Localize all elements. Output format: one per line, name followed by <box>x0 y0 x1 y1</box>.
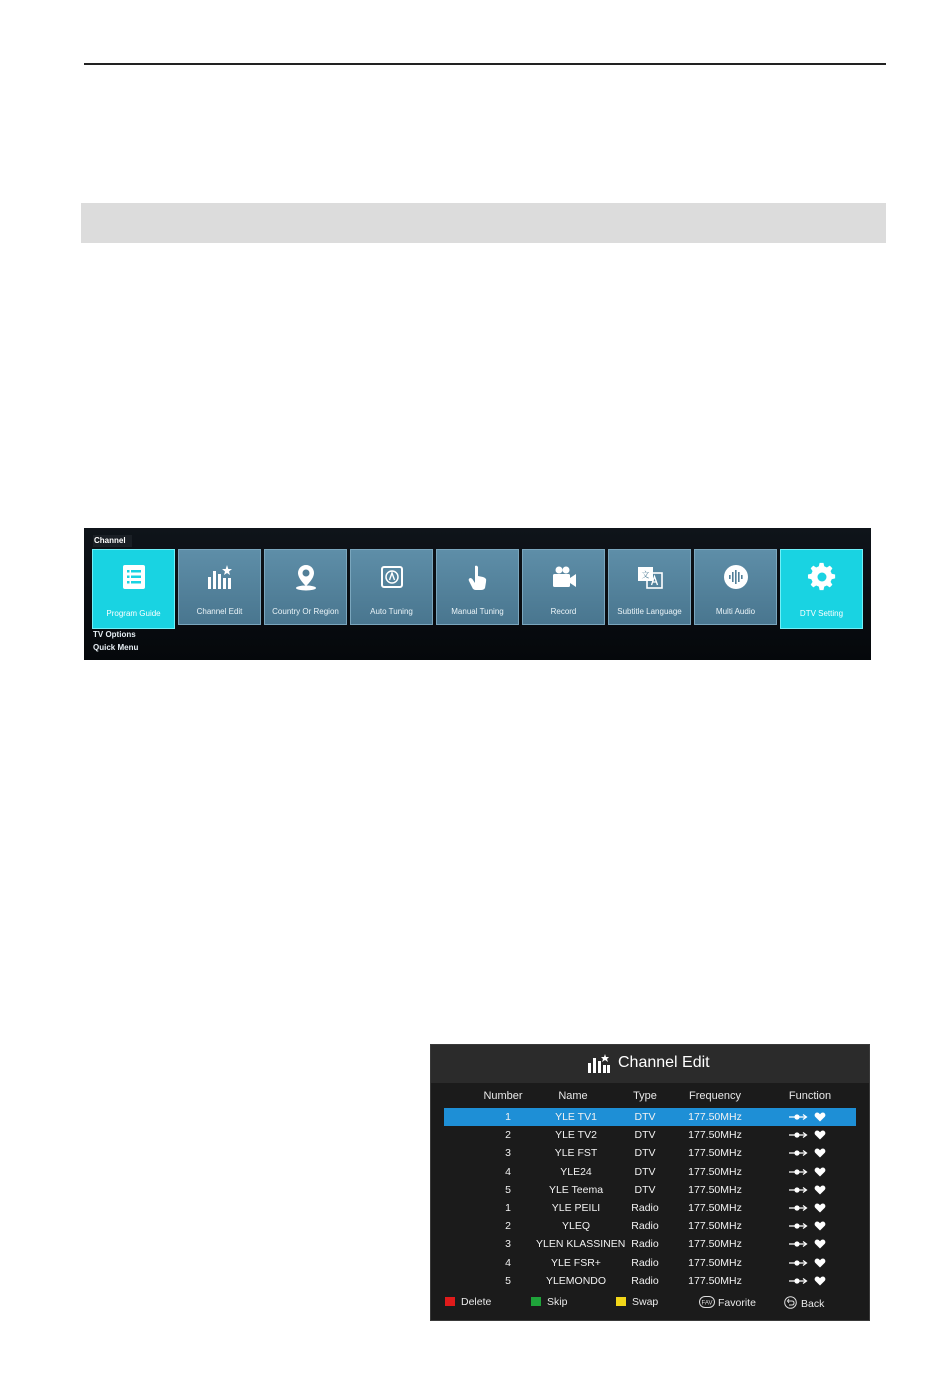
channel-row[interactable] <box>444 1217 856 1235</box>
tile-manual-tuning[interactable] <box>436 549 519 625</box>
move-icon <box>788 1186 808 1194</box>
move-icon <box>788 1131 808 1139</box>
red-key-icon <box>445 1297 455 1306</box>
heart-icon <box>814 1130 826 1140</box>
cell-frequency: 177.50MHz <box>688 1111 742 1123</box>
subtitle-icon <box>635 562 665 592</box>
heart-icon <box>814 1148 826 1158</box>
channel-row[interactable] <box>444 1254 856 1272</box>
heart-icon <box>814 1203 826 1213</box>
favorite-hint[interactable] <box>699 1296 756 1309</box>
swap-hint[interactable] <box>616 1296 658 1308</box>
cell-type: DTV <box>634 1147 656 1160</box>
heart-icon <box>814 1239 826 1249</box>
tile-country-or-region[interactable] <box>264 549 347 625</box>
channel-row[interactable] <box>444 1235 856 1253</box>
back-label: Back <box>801 1298 825 1310</box>
channel-edit-icon <box>587 1053 611 1073</box>
svg-text:FAV: FAV <box>701 1300 713 1307</box>
tile-label: Auto Tuning <box>370 607 413 616</box>
channel-row[interactable] <box>444 1144 856 1162</box>
cell-frequency: 177.50MHz <box>688 1238 742 1251</box>
cell-number: 1 <box>505 1201 511 1214</box>
heart-icon <box>814 1185 826 1195</box>
cell-number: 5 <box>505 1274 511 1287</box>
heart-icon <box>814 1221 826 1231</box>
channel-row[interactable] <box>444 1181 856 1199</box>
audio-wave-icon <box>721 562 751 592</box>
channel-menu-title: Channel <box>93 535 132 547</box>
cell-frequency: 177.50MHz <box>688 1165 742 1178</box>
green-key-icon <box>531 1297 541 1306</box>
section-band <box>81 203 886 243</box>
tile-record[interactable] <box>522 549 605 625</box>
tile-program-guide[interactable] <box>92 549 175 629</box>
tile-subtitle-language[interactable] <box>608 549 691 625</box>
channel-row[interactable] <box>444 1199 856 1217</box>
gear-icon <box>807 562 837 592</box>
move-icon <box>788 1149 808 1157</box>
tile-label: Country Or Region <box>272 607 339 616</box>
hand-pointer-icon <box>463 562 493 592</box>
top-rule <box>84 63 886 65</box>
favorite-label: Favorite <box>718 1297 756 1309</box>
yellow-key-icon <box>616 1297 626 1306</box>
channel-row[interactable] <box>444 1272 856 1290</box>
cell-name: YLE FSR+ <box>551 1256 601 1269</box>
cell-number: 3 <box>505 1147 511 1160</box>
cell-type: DTV <box>634 1165 656 1178</box>
auto-tuning-icon <box>377 562 407 592</box>
tile-label: Program Guide <box>106 609 161 618</box>
cell-frequency: 177.50MHz <box>688 1147 742 1160</box>
cell-type: Radio <box>631 1256 659 1269</box>
cell-frequency: 177.50MHz <box>688 1274 742 1287</box>
heart-icon <box>814 1258 826 1268</box>
cell-number: 2 <box>505 1129 511 1142</box>
column-name: Name <box>558 1090 588 1102</box>
cell-name: YLEN KLASSINEN <box>536 1238 626 1251</box>
cell-type: DTV <box>634 1111 656 1123</box>
tile-dtv-setting[interactable] <box>780 549 863 629</box>
move-icon <box>788 1168 808 1176</box>
cell-type: Radio <box>631 1220 659 1233</box>
move-icon <box>788 1113 808 1121</box>
move-icon <box>788 1277 808 1285</box>
channel-edit-icon <box>205 562 235 592</box>
column-number: Number <box>483 1090 523 1102</box>
cell-frequency: 177.50MHz <box>688 1201 742 1214</box>
channel-edit-header <box>431 1045 869 1083</box>
cell-number: 4 <box>505 1165 511 1178</box>
back-hint[interactable] <box>784 1296 824 1310</box>
cell-type: DTV <box>634 1129 656 1142</box>
cell-number: 4 <box>505 1256 511 1269</box>
tile-auto-tuning[interactable] <box>350 549 433 625</box>
cell-name: YLEMONDO <box>545 1274 607 1287</box>
cell-number: 2 <box>505 1220 511 1233</box>
channel-row[interactable] <box>444 1126 856 1144</box>
tv-options-link[interactable]: TV Options <box>93 630 136 639</box>
cell-frequency: 177.50MHz <box>688 1220 742 1233</box>
column-type: Type <box>633 1090 657 1102</box>
tile-label: Subtitle Language <box>617 607 682 616</box>
channel-list <box>444 1108 856 1290</box>
cell-name: YLE Teema <box>548 1183 604 1196</box>
skip-hint[interactable] <box>531 1296 567 1308</box>
cell-name: YLEQ <box>561 1220 590 1233</box>
button-legend <box>431 1296 869 1310</box>
cell-type: DTV <box>634 1183 656 1196</box>
cell-name: YLE TV2 <box>555 1129 597 1142</box>
fav-key-icon <box>699 1296 715 1308</box>
cell-name: YLE24 <box>560 1165 592 1178</box>
delete-label: Delete <box>461 1296 492 1308</box>
move-icon <box>788 1259 808 1267</box>
location-pin-icon <box>291 562 321 592</box>
swap-label: Swap <box>632 1296 659 1308</box>
cell-number: 3 <box>505 1238 511 1251</box>
move-icon <box>788 1204 808 1212</box>
tile-label: Record <box>550 607 577 616</box>
cell-name: YLE PEILI <box>551 1201 601 1214</box>
channel-menu-tiles <box>92 549 862 629</box>
cell-type: Radio <box>631 1238 659 1251</box>
svg-text:文: 文 <box>641 570 649 580</box>
channel-row[interactable] <box>444 1108 856 1126</box>
channel-edit-dialog <box>430 1044 870 1321</box>
heart-icon <box>814 1167 826 1177</box>
delete-hint[interactable] <box>445 1296 491 1308</box>
cell-frequency: 177.50MHz <box>688 1183 742 1196</box>
tile-label: Channel Edit <box>196 607 243 616</box>
skip-label: Skip <box>547 1296 568 1308</box>
heart-icon <box>814 1276 826 1286</box>
cell-name: YLE TV1 <box>555 1111 597 1123</box>
cell-number: 5 <box>505 1183 511 1196</box>
quick-menu-link[interactable]: Quick Menu <box>93 643 139 652</box>
tile-channel-edit[interactable] <box>178 549 261 625</box>
cell-type: Radio <box>631 1274 659 1287</box>
cell-frequency: 177.50MHz <box>688 1129 742 1142</box>
channel-menu <box>84 528 871 660</box>
cell-name: YLE FST <box>554 1147 598 1160</box>
column-function: Function <box>788 1090 832 1102</box>
move-icon <box>788 1240 808 1248</box>
tile-label: Multi Audio <box>715 607 756 616</box>
channel-row[interactable] <box>444 1163 856 1181</box>
tile-multi-audio[interactable] <box>694 549 777 625</box>
cell-number: 1 <box>505 1111 511 1123</box>
channel-edit-title: Channel Edit <box>618 1054 710 1071</box>
tile-label: DTV Setting <box>799 609 844 618</box>
cell-frequency: 177.50MHz <box>688 1256 742 1269</box>
column-frequency: Frequency <box>689 1090 741 1102</box>
video-camera-icon <box>549 562 579 592</box>
column-headers <box>431 1090 869 1104</box>
heart-icon <box>814 1112 826 1122</box>
move-icon <box>788 1222 808 1230</box>
cell-type: Radio <box>631 1201 659 1214</box>
tile-label: Manual Tuning <box>451 607 504 616</box>
back-icon <box>784 1296 797 1309</box>
list-icon <box>119 562 149 592</box>
